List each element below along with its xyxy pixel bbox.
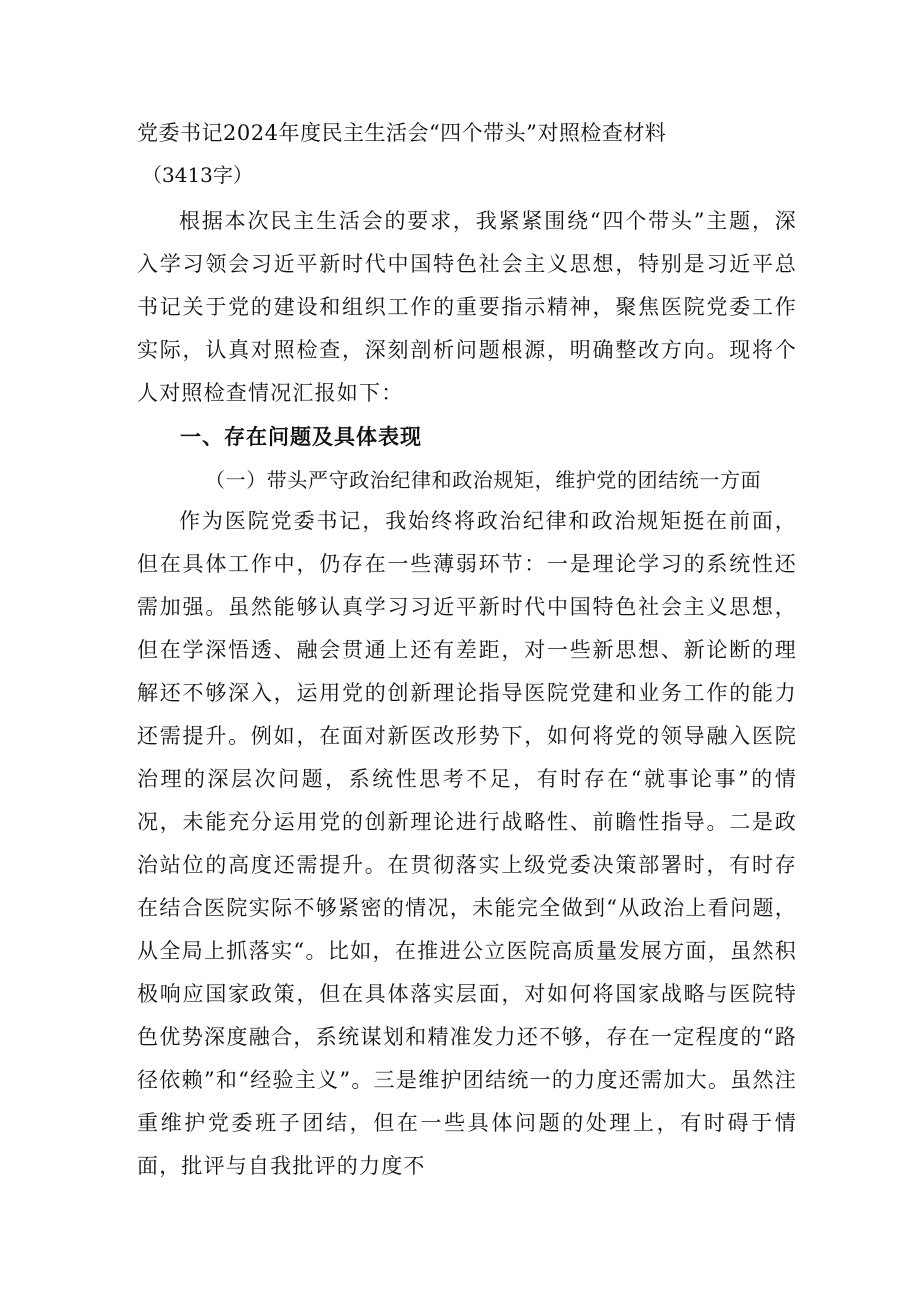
word-count: （3413字） (142, 163, 253, 187)
subsection-heading: （一）带头严守政治纪律和政治规矩，维护党的团结统一方面 (205, 468, 762, 492)
document-title: 党委书记2024年度民主生活会“四个带头”对照检查材料 (137, 121, 667, 145)
section-heading: 一、存在问题及具体表现 (180, 424, 422, 449)
intro-paragraph: 根据本次民主生活会的要求，我紧紧围绕“四个带头”主题，深入学习领会习近平新时代中国特色社会主义思想，特别是习近平总书记关于党的建设和组织工作的重要指示精神，聚焦医院党委工作实际，认真对照检查，深刻剖析问题根源，明确整改方向。现将个人对照检查情况汇报如下： (137, 209, 797, 405)
body-paragraph: 作为医院党委书记，我始终将政治纪律和政治规矩挺在前面，但在具体工作中，仍存在一些薄弱环节：一是理论学习的系统性还需加强。虽然能够认真学习习近平新时代中国特色社会主义思想，但在学深悟透、融会贯通上还有差距，对一些新思想、新论断的理解还不够深入，运用党的创新理论指导医院党建和业务工作的能力还需提升。例如，在面对新医改形势下，如何将党的领导融入医院治理的深层次问题，系统性思考不足，有时存在“就事论事”的情况，未能充分运用党的创新理论进行战略性、前瞻性指导。二是政治站位的高度还需提升。在贯彻落实上级党委决策部署时，有时存在结合医院实际不够紧密的情况，未能完全做到“从政治上看问题，从全局上抓落实“。比如，在推进公立医院高质量发展方面，虽然积极响应国家政策，但在具体落实层面，对如何将国家战略与医院特色优势深度融合，系统谋划和精准发力还不够，存在一定程度的“路径依赖”和“经验主义”。三是维护团结统一的力度还需加大。虽然注重维护党委班子团结，但在一些具体问题的处理上，有时碍于情面，批评与自我批评的力度不 (137, 509, 797, 1178)
